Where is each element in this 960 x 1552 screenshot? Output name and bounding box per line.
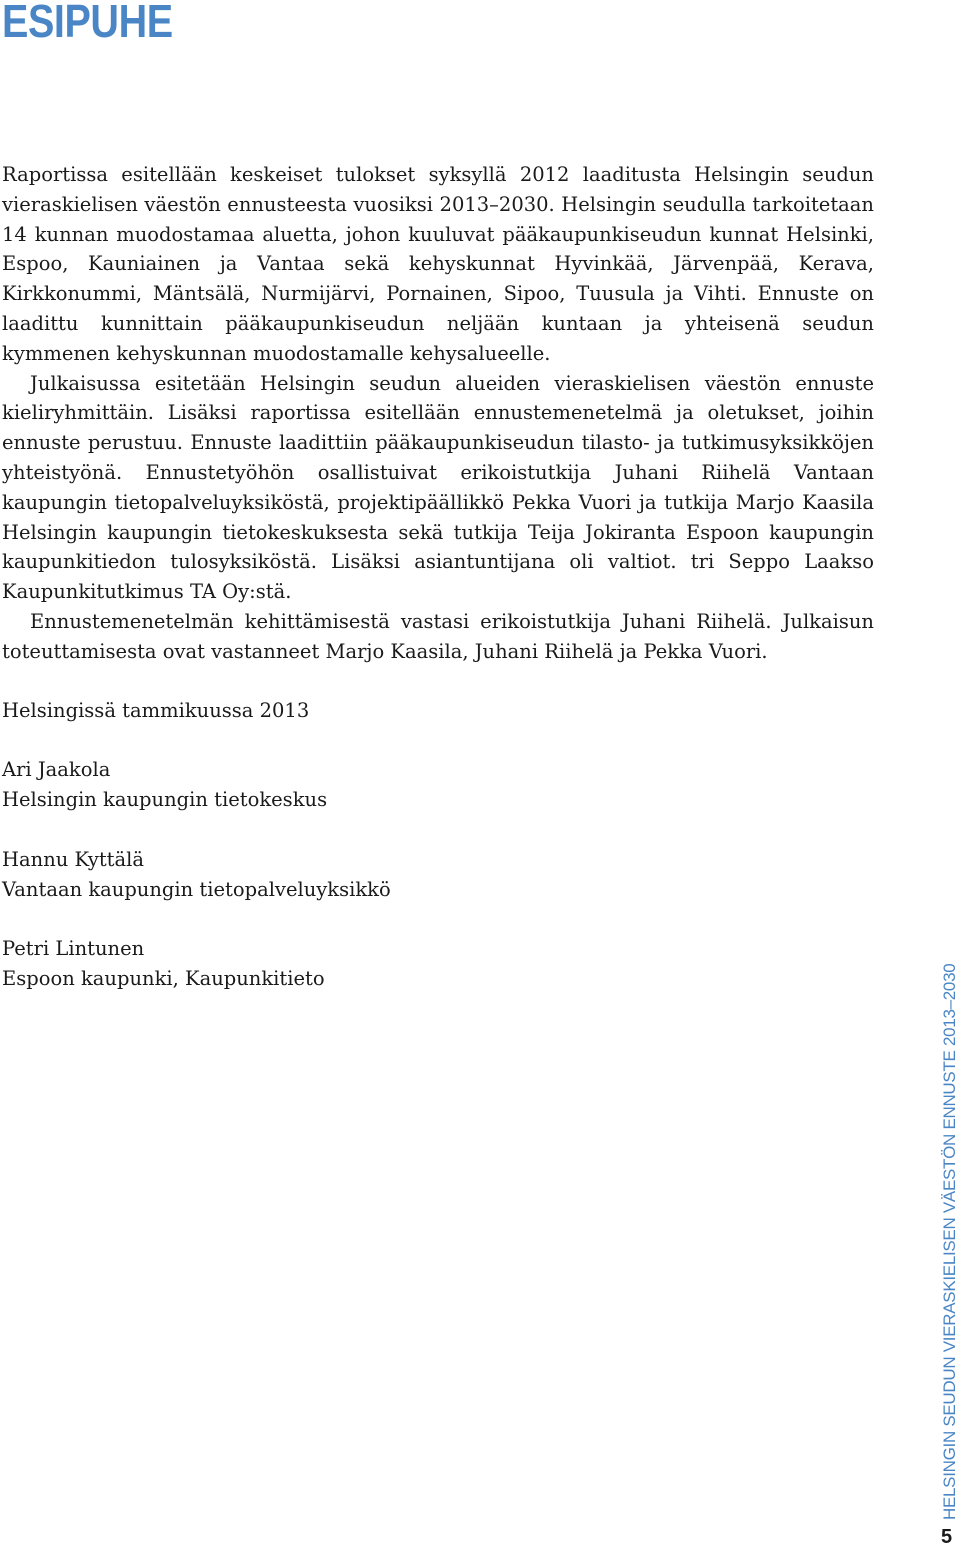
signatory-1 [2,755,327,815]
paragraph-intro: Raportissa esitellään keskeiset tulokset syksyllä 2012 laaditusta Helsingin seudun vieraskielisen väestön ennusteesta vuosiksi 2013–2030. Helsingin seudulla tarkoitetaan 14 kunnan muodostamaa aluetta, johon kuuluvat pääkaupunkiseudun kunnat Helsinki, Espoo, Kauniainen ja Vantaa sekä kehyskunnat Hyvinkää, Järvenpää, Kerava, Kirkkonummi, Mäntsälä, Nurmijärvi, Pornainen, Sipoo, Tuusula ja Vihti. Ennuste on laadittu kunnittain pääkaupunkiseudun neljään kuntaan ja yhteisenä seudun kymmenen kehyskunnan muodostamalle kehysalueelle. [2,163,874,365]
sidebar-title: HELSINGIN SEUDUN VIERASKIELISEN VÄESTÖN ENNUSTE 2013–2030 [940,963,959,1520]
signatory-name: Ari Jaakola [2,758,111,781]
signatory-organization: Helsingin kaupungin tietokeskus [2,787,328,811]
signatory-organization: Espoon kaupunki, Kaupunkitieto [2,966,325,990]
page-number: 5 [941,1526,953,1548]
paragraph-responsibilities: Ennustemenetelmän kehittämisestä vastasi erikoistutkija Juhani Riihelä. Julkaisun toteuttamisesta ovat vastanneet Marjo Kaasila, Juhani Riihelä ja Pekka Vuori. [2,609,874,663]
page-heading: ESIPUHE [2,0,173,47]
paragraph-contents: Julkaisussa esitetään Helsingin seudun alueiden vieraskielisen väestön ennuste kieliryhmittäin. Lisäksi raportissa esitellään ennustemenetelmä ja oletukset, joihin ennuste perustuu. Ennuste laadittiin pääkaupunkiseudun tilasto- ja tutkimusyksikköjen yhteistyönä. Ennustetyöhön osallistuivat erikoistutkija Juhani Riihelä Vantaan kaupungin tietopalveluyksiköstä, projektipäällikkö Pekka Vuori ja tutkija Marjo Kaasila Helsingin kaupungin tietokeskuksesta sekä tutkija Teija Jokiranta Espoon kaupungin kaupunkitiedon tulosyksiköstä. Lisäksi asiantuntijana oli valtiot. tri Seppo Laakso Kaupunkitutkimus TA Oy:stä. [2,371,874,604]
signatory-organization: Vantaan kaupungin tietopalveluyksikkö [2,877,391,901]
sidebar-running-title [940,963,960,1520]
signatory-2 [2,845,391,905]
body-text [2,160,874,667]
signatory-name: Hannu Kyttälä [2,848,145,871]
signatory-name: Petri Lintunen [2,937,145,960]
place-date: Helsingissä tammikuussa 2013 [2,699,310,722]
signatory-3 [2,934,325,994]
